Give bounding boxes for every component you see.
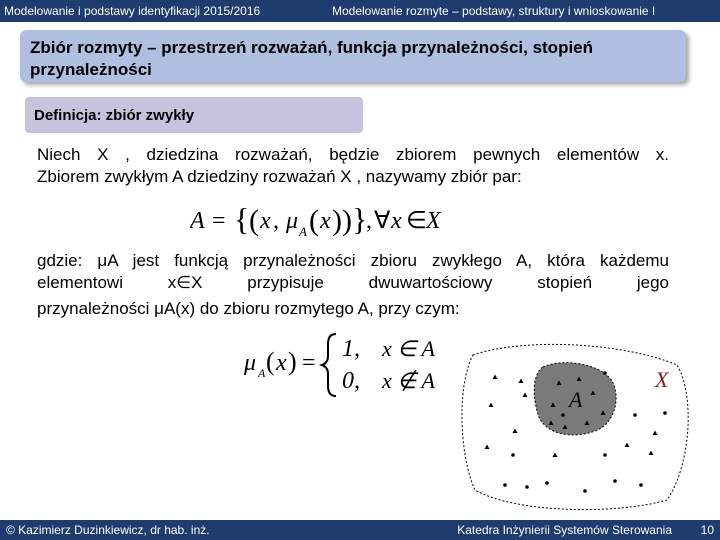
formula1-lhs: A (190, 208, 205, 234)
formula1-in: ∈ (406, 208, 427, 234)
svg-text:): ) (342, 204, 352, 237)
paragraph-line-2: Zbiorem zwykłym A dziedziny rozważań X , nazywamy zbiór par: (37, 167, 522, 186)
header-bar (0, 0, 720, 22)
formula2-case1-condition: x ∈ A (382, 336, 435, 361)
svg-text:(: ( (249, 204, 259, 237)
diagram-point (583, 489, 587, 493)
diagram-point (603, 453, 607, 457)
diagram-point (511, 453, 515, 457)
formula2-case1-value: 1, (342, 336, 360, 362)
definition-box (25, 97, 363, 133)
diagram-point (603, 371, 607, 375)
svg-text:(: ( (309, 204, 319, 237)
set-a-label: A (569, 387, 583, 412)
slide-title (30, 37, 680, 81)
universe-label: X (655, 367, 669, 392)
svg-text:{: { (234, 201, 250, 237)
formula2-case2-condition: x ∉ A (382, 368, 435, 393)
formula1-x2: x (391, 208, 402, 234)
diagram-point (503, 483, 507, 487)
diagram-point (663, 411, 667, 415)
formula1-x: x (260, 208, 271, 234)
footer-bar (0, 520, 720, 540)
diagram-point (545, 481, 549, 485)
formula1-forall: ∀ (374, 208, 391, 234)
diagram-point (561, 413, 565, 417)
footer-department: Katedra Inżynierii Systemów Sterowania (457, 523, 672, 537)
slide-title-box (20, 30, 686, 82)
formula2-sub: A (258, 366, 266, 380)
paragraph-2 (37, 250, 669, 294)
paragraph-line-1: Niech X , dziedzina rozważań, będzie zbiorem pewnych elementów x. (37, 145, 669, 164)
paragraph-2-line-1: gdzie: μA jest funkcją przynależności zbioru zwykłego A, która każdemu (37, 251, 669, 270)
course-title: Modelowanie i podstawy identyfikacji 2015/2016 (4, 4, 261, 18)
lecture-title: Modelowanie rozmyte – podstawy, struktury i wnioskowanie I (332, 4, 656, 18)
slide-title-line2: przynależności (30, 60, 152, 79)
footer-author: © Kazimierz Duzinkiewicz, dr hab. inż. (6, 523, 210, 537)
formula1-mu: μ (286, 208, 299, 234)
formula2-mu: μ (244, 350, 257, 376)
diagram-point (639, 483, 643, 487)
formula2-eq: = (302, 350, 316, 376)
formula1-eq: = (212, 208, 226, 234)
svg-text:): ) (288, 347, 297, 376)
formula1-arg: x (320, 208, 331, 234)
paragraph-2-line-2: elementowi x∈X przypisuje dwuwartościowy stopień jego (37, 273, 669, 292)
formula1-X: X (426, 208, 441, 234)
svg-text:,: , (273, 208, 279, 234)
definition-label: Definicja: zbiór zwykły (34, 107, 195, 124)
diagram-point (613, 479, 617, 483)
diagram-point (633, 413, 637, 417)
svg-text:}: } (352, 201, 368, 237)
slide-title-line1: Zbiór rozmyty – przestrzeń rozważań, funkcja przynależności, stopień (30, 38, 594, 57)
formula2-arg: x (276, 350, 287, 376)
svg-text:,: , (366, 208, 372, 234)
formula2-brace (322, 334, 336, 396)
paragraph-2-line-3: przynależności μA(x) do zbioru rozmytego A, przy czym: (37, 299, 460, 318)
formula2-case2-value: 0, (342, 368, 360, 394)
diagram-point (525, 485, 529, 489)
page-number: 10 (700, 523, 714, 537)
svg-text:): ) (332, 204, 342, 237)
crisp-set-formula (190, 198, 460, 242)
membership-function-formula (242, 330, 452, 400)
crisp-set-diagram (455, 335, 695, 515)
svg-text:(: ( (266, 347, 275, 376)
formula1-sub: A (299, 224, 307, 239)
